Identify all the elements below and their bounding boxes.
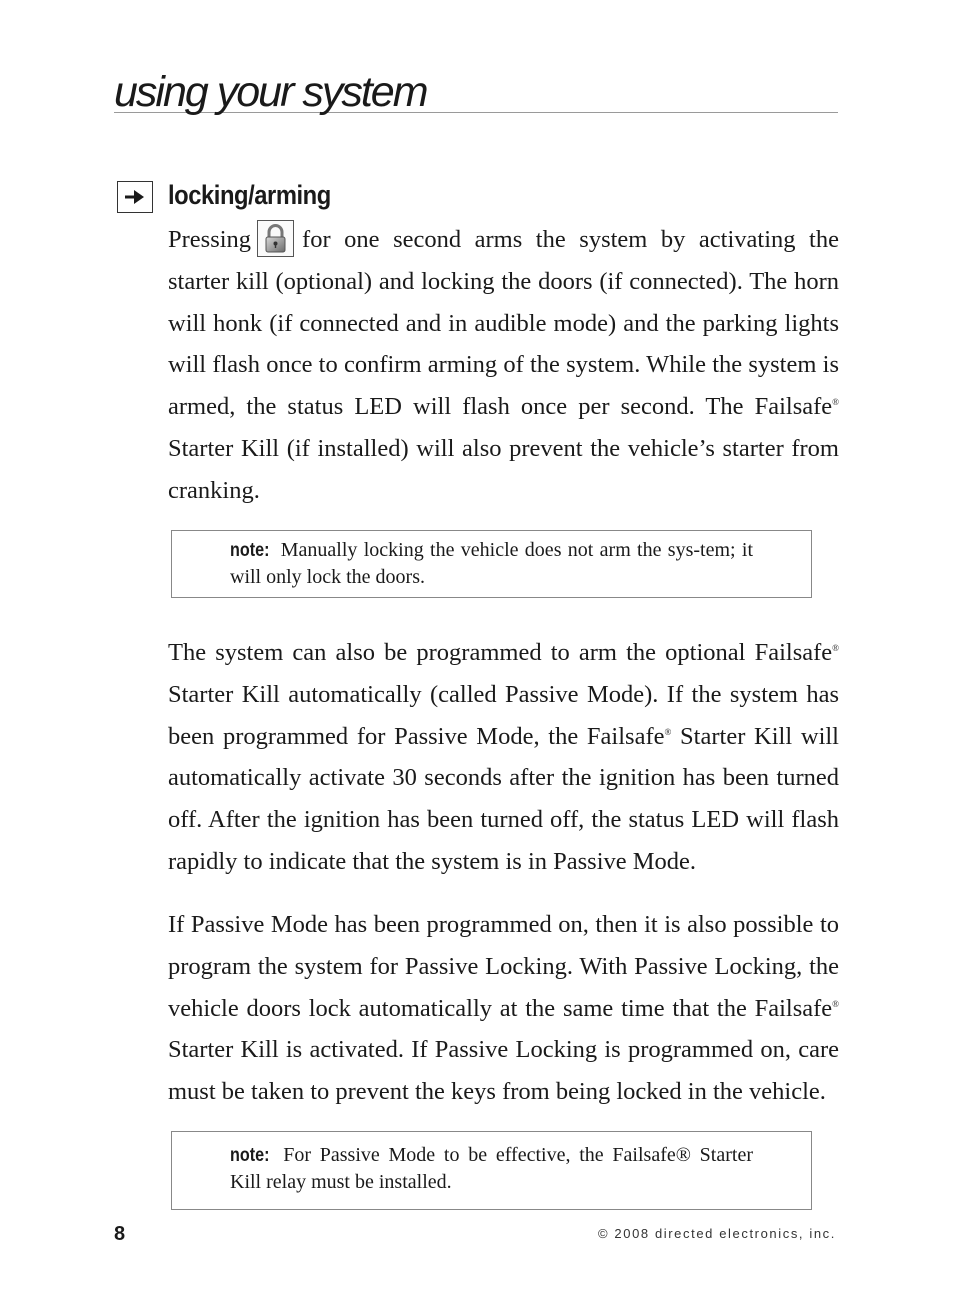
paragraph-arming: [168, 219, 839, 512]
lock-button-graphic: [257, 220, 294, 257]
note-box-manual-locking: [171, 530, 812, 598]
registered-mark: ®: [832, 642, 839, 653]
paragraph-text: for one second arms the system by activating the starter kill (optional) and locking the doors (if connected). The horn will honk (if connected and in audible mode) and the parking lights will flash once to confirm arming of the system. While the system is armed, the status LED will flash once per second. The Failsafe: [168, 226, 839, 421]
registered-mark: ®: [832, 998, 839, 1009]
paragraph-text: Starter Kill (if installed) will also prevent the vehicle’s starter from cranking.: [168, 434, 839, 504]
section-arrow-box: [117, 181, 153, 213]
registered-mark: ®: [832, 397, 839, 408]
paragraph-text: Starter Kill is activated. If Passive Locking is programmed on, care must be taken to prevent the keys from being locked in the vehicle.: [168, 1036, 839, 1106]
paragraph-text: Pressing: [168, 226, 252, 253]
paragraph-passive-mode: [168, 632, 839, 883]
note-box-relay: [171, 1131, 812, 1210]
note-label: note:: [230, 540, 270, 561]
note-body: For Passive Mode to be effective, the Failsafe® Starter Kill relay must be installed.: [230, 1144, 753, 1193]
arrow-right-icon: [123, 189, 147, 205]
section-heading: locking/arming: [168, 180, 331, 210]
paragraph-text: Starter Kill automatically (called Passive Mode). If the system has been programmed for Passive Mode, the Failsafe: [168, 680, 839, 750]
page-header: [114, 62, 838, 116]
registered-mark: ®: [664, 726, 672, 737]
copyright-notice: © 2008 directed electronics, inc.: [598, 1226, 836, 1241]
paragraph-text: Starter Kill will automatically activate 30 seconds after the ignition has been turned off. After the ignition has been turned off, the status LED will flash rapidly to indicate that the system is in Passive Mode.: [168, 722, 839, 875]
lock-icon: [258, 221, 293, 256]
paragraph-text: The system can also be programmed to arm the optional Failsafe: [168, 639, 833, 666]
paragraph-passive-locking: [168, 904, 839, 1113]
paragraph-text: If Passive Mode has been programmed on, then it is also possible to program the system for Passive Locking. With Passive Locking, the vehicle doors lock automatically at the same time that the Failsafe: [168, 911, 839, 1022]
page-number: 8: [114, 1223, 126, 1245]
note-body: Manually locking the vehicle does not arm the sys-tem; it will only lock the doors.: [230, 539, 753, 588]
note-label: note:: [230, 1145, 270, 1166]
page-title: using your system: [114, 68, 427, 116]
note-text: [230, 537, 753, 591]
note-text: [230, 1142, 753, 1196]
